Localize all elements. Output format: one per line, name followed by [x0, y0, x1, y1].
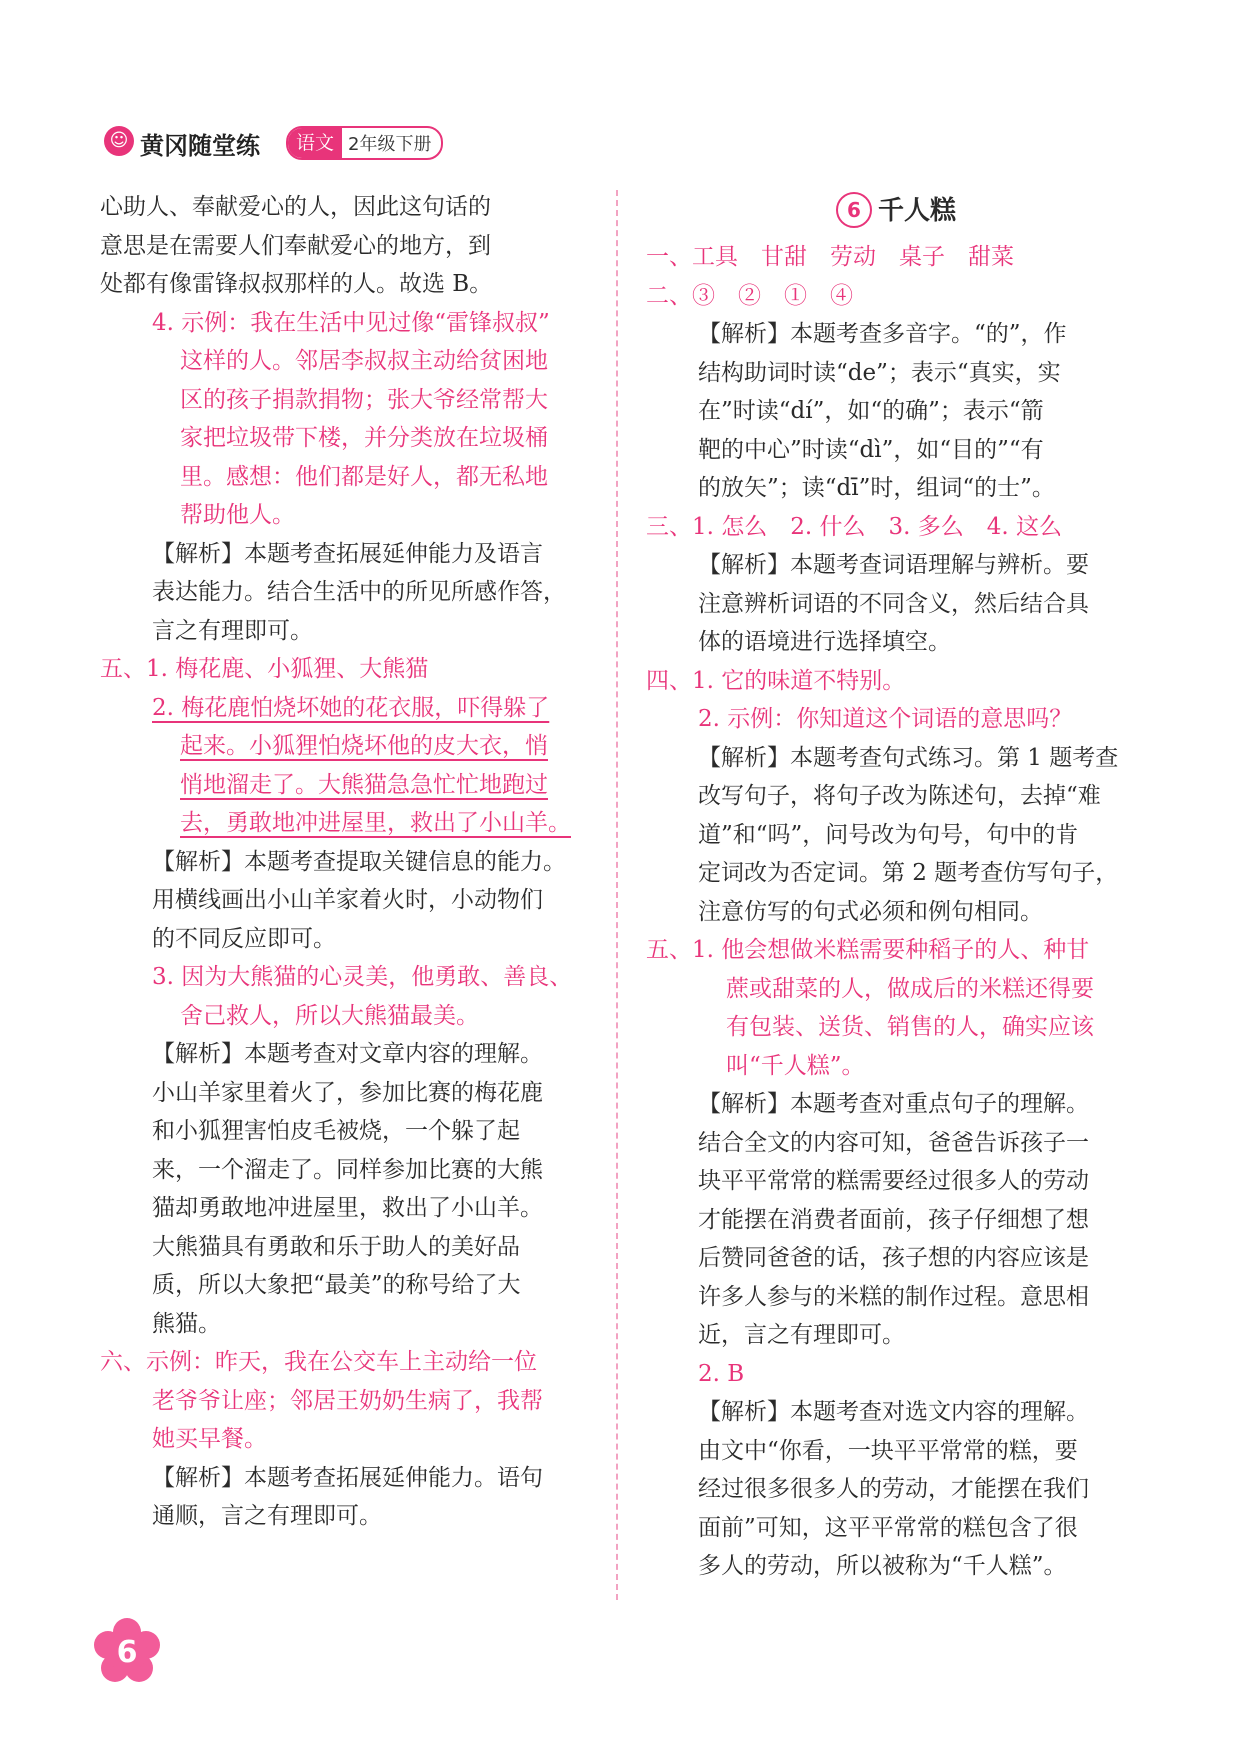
analysis-line: 大熊猫具有勇敢和乐于助人的美好品	[152, 1233, 520, 1260]
answer-line: 一、工具 甘甜 劳动 桌子 甜菜	[646, 244, 1014, 270]
analysis-line: 注意辨析词语的不同含义，然后结合具	[698, 590, 1089, 617]
grade-label: 2年级下册	[348, 134, 432, 155]
lesson-title	[646, 188, 1146, 234]
analysis-line: 才能摆在消费者面前，孩子仔细想了想	[698, 1206, 1089, 1233]
answer-line: 二、③ ② ① ④	[646, 282, 853, 309]
analysis-line: 熊猫。	[152, 1310, 221, 1337]
analysis-line: 许多人参与的米糕的制作过程。意思相	[698, 1283, 1089, 1310]
text-line: 处都有像雷锋叔叔那样的人。故选 B。	[100, 271, 493, 297]
answer-line: 叫“千人糕”。	[726, 1052, 865, 1079]
text-line: 意思是在需要人们奉献爱心的地方，到	[100, 232, 491, 259]
analysis-line: 结构助词时读“de”；表示“真实，实	[698, 359, 1061, 386]
analysis-line: 改写句子，将句子改为陈述句，去掉“难	[698, 783, 1101, 809]
answer-line: 三、1. 怎么 2. 什么 3. 多么 4. 这么	[646, 513, 1063, 540]
answer-line	[100, 727, 598, 766]
page-header	[104, 122, 604, 162]
analysis-line: 【解析】本题考查对选文内容的理解。	[698, 1399, 1089, 1425]
analysis-line: 体的语境进行选择填空。	[698, 629, 951, 655]
answer-line: 家把垃圾带下楼，并分类放在垃圾桶	[180, 425, 548, 451]
analysis-line: 【解析】本题考查对重点句子的理解。	[698, 1091, 1089, 1117]
underlined-answer: 去，勇敢地冲进屋里，救出了小山羊。	[180, 810, 571, 836]
underlined-answer: 2. 梅花鹿怕烧坏她的花衣服，吓得躲了	[152, 694, 550, 721]
answer-line: 舍己救人，所以大熊猫最美。	[180, 1002, 479, 1029]
analysis-line: 【解析】本题考查句式练习。第 1 题考查	[698, 744, 1119, 771]
answer-line: 有包装、送货、销售的人，确实应该	[726, 1014, 1094, 1040]
analysis-line: 通顺，言之有理即可。	[152, 1503, 382, 1529]
answer-line: 四、1. 它的味道不特别。	[646, 667, 906, 694]
analysis-line: 结合全文的内容可知，爸爸告诉孩子一	[698, 1129, 1089, 1156]
brand-title: 黄冈随堂练	[140, 132, 260, 160]
analysis-line: 多人的劳动，所以被称为“千人糕”。	[698, 1553, 1067, 1579]
underlined-answer: 起来。小狐狸怕烧坏他的皮大衣，悄	[180, 733, 548, 759]
analysis-line: 后赞同爸爸的话，孩子想的内容应该是	[698, 1245, 1089, 1271]
analysis-line: 近，言之有理即可。	[698, 1322, 905, 1348]
analysis-line: 用横线画出小山羊家着火时，小动物们	[152, 887, 543, 913]
analysis-line: 的放矢”；读“dī”时，组词“的士”。	[698, 475, 1055, 501]
analysis-line: 来，一个溜走了。同样参加比赛的大熊	[152, 1156, 543, 1183]
answer-line: 里。感想：他们都是好人，都无私地	[180, 463, 548, 490]
analysis-line: 【解析】本题考查拓展延伸能力。语句	[152, 1464, 543, 1491]
analysis-line: 【解析】本题考查多音字。“的”，作	[698, 321, 1067, 347]
answer-line: 帮助他人。	[180, 502, 295, 528]
analysis-line: 猫却勇敢地冲进屋里，救出了小山羊。	[152, 1195, 543, 1221]
analysis-line: 定词改为否定词。第 2 题考查仿写句子，	[698, 860, 1119, 886]
answer-line: 区的孩子捐款捐物；张大爷经常帮大	[180, 386, 548, 413]
answer-line: 2. 示例：你知道这个词语的意思吗？	[698, 706, 1073, 732]
smiley-logo-icon: ☺	[104, 126, 134, 156]
analysis-line: 靶的中心”时读“dì”，如“目的”“有	[698, 436, 1044, 463]
page-number: 6	[116, 1635, 138, 1670]
analysis-line: 表达能力。结合生活中的所见所感作答，	[152, 579, 566, 605]
analysis-line: 质，所以大象把“最美”的称号给了大	[152, 1272, 521, 1298]
analysis-line: 块平平常常的糕需要经过很多人的劳动	[698, 1168, 1089, 1194]
answer-line: 这样的人。邻居李叔叔主动给贫困地	[180, 348, 548, 374]
analysis-line: 道”和“吗”，问号改为句号，句中的肯	[698, 821, 1079, 848]
left-column	[100, 188, 598, 1536]
analysis-line: 经过很多很多人的劳动，才能摆在我们	[698, 1476, 1089, 1502]
subject-label: 语文	[288, 128, 342, 158]
column-divider	[616, 190, 618, 1600]
analysis-line: 【解析】本题考查对文章内容的理解。	[152, 1041, 543, 1067]
analysis-line: 言之有理即可。	[152, 617, 313, 644]
analysis-line: 在”时读“dí”，如“的确”；表示“箭	[698, 398, 1044, 424]
analysis-line: 的不同反应即可。	[152, 925, 336, 952]
answer-line: 3. 因为大熊猫的心灵美，他勇敢、善良、	[152, 964, 573, 990]
answer-line: 老爷爷让座；邻居王奶奶生病了，我帮	[152, 1387, 543, 1414]
analysis-line: 注意仿写的句式必须和例句相同。	[698, 898, 1043, 925]
analysis-line: 【解析】本题考查提取关键信息的能力。	[152, 848, 566, 875]
analysis-line: 【解析】本题考查词语理解与辨析。要	[698, 552, 1089, 578]
analysis-line: 【解析】本题考查拓展延伸能力及语言	[152, 540, 543, 567]
answer-line	[100, 804, 598, 843]
answer-line	[100, 689, 598, 728]
underlined-answer: 悄地溜走了。大熊猫急急忙忙地跑过	[180, 771, 548, 798]
answer-line: 六、示例：昨天，我在公交车上主动给一位	[100, 1349, 537, 1375]
answer-line: 4. 示例：我在生活中见过像“雷锋叔叔”	[152, 309, 550, 336]
subject-grade-badge	[286, 126, 443, 160]
analysis-line: 面前”可知，这平平常常的糕包含了很	[698, 1514, 1078, 1541]
lesson-number: 6	[836, 192, 872, 228]
page-number-badge	[92, 1616, 162, 1686]
answer-line: 2. B	[698, 1360, 745, 1387]
answer-line	[100, 766, 598, 805]
right-column	[646, 188, 1146, 1586]
analysis-line: 小山羊家里着火了，参加比赛的梅花鹿	[152, 1079, 543, 1106]
lesson-title-text: 千人糕	[877, 196, 956, 226]
answer-line: 五、1. 梅花鹿、小狐狸、大熊猫	[100, 656, 429, 682]
analysis-line: 和小狐狸害怕皮毛被烧，一个躲了起	[152, 1118, 520, 1144]
answer-line: 五、1. 他会想做米糕需要种稻子的人、种甘	[646, 937, 1090, 963]
analysis-line: 由文中“你看，一块平平常常的糕，要	[698, 1437, 1078, 1464]
answer-line: 蔗或甜菜的人，做成后的米糕还得要	[726, 975, 1094, 1002]
text-line: 心助人、奉献爱心的人，因此这句话的	[100, 194, 491, 220]
answer-line: 她买早餐。	[152, 1426, 267, 1452]
